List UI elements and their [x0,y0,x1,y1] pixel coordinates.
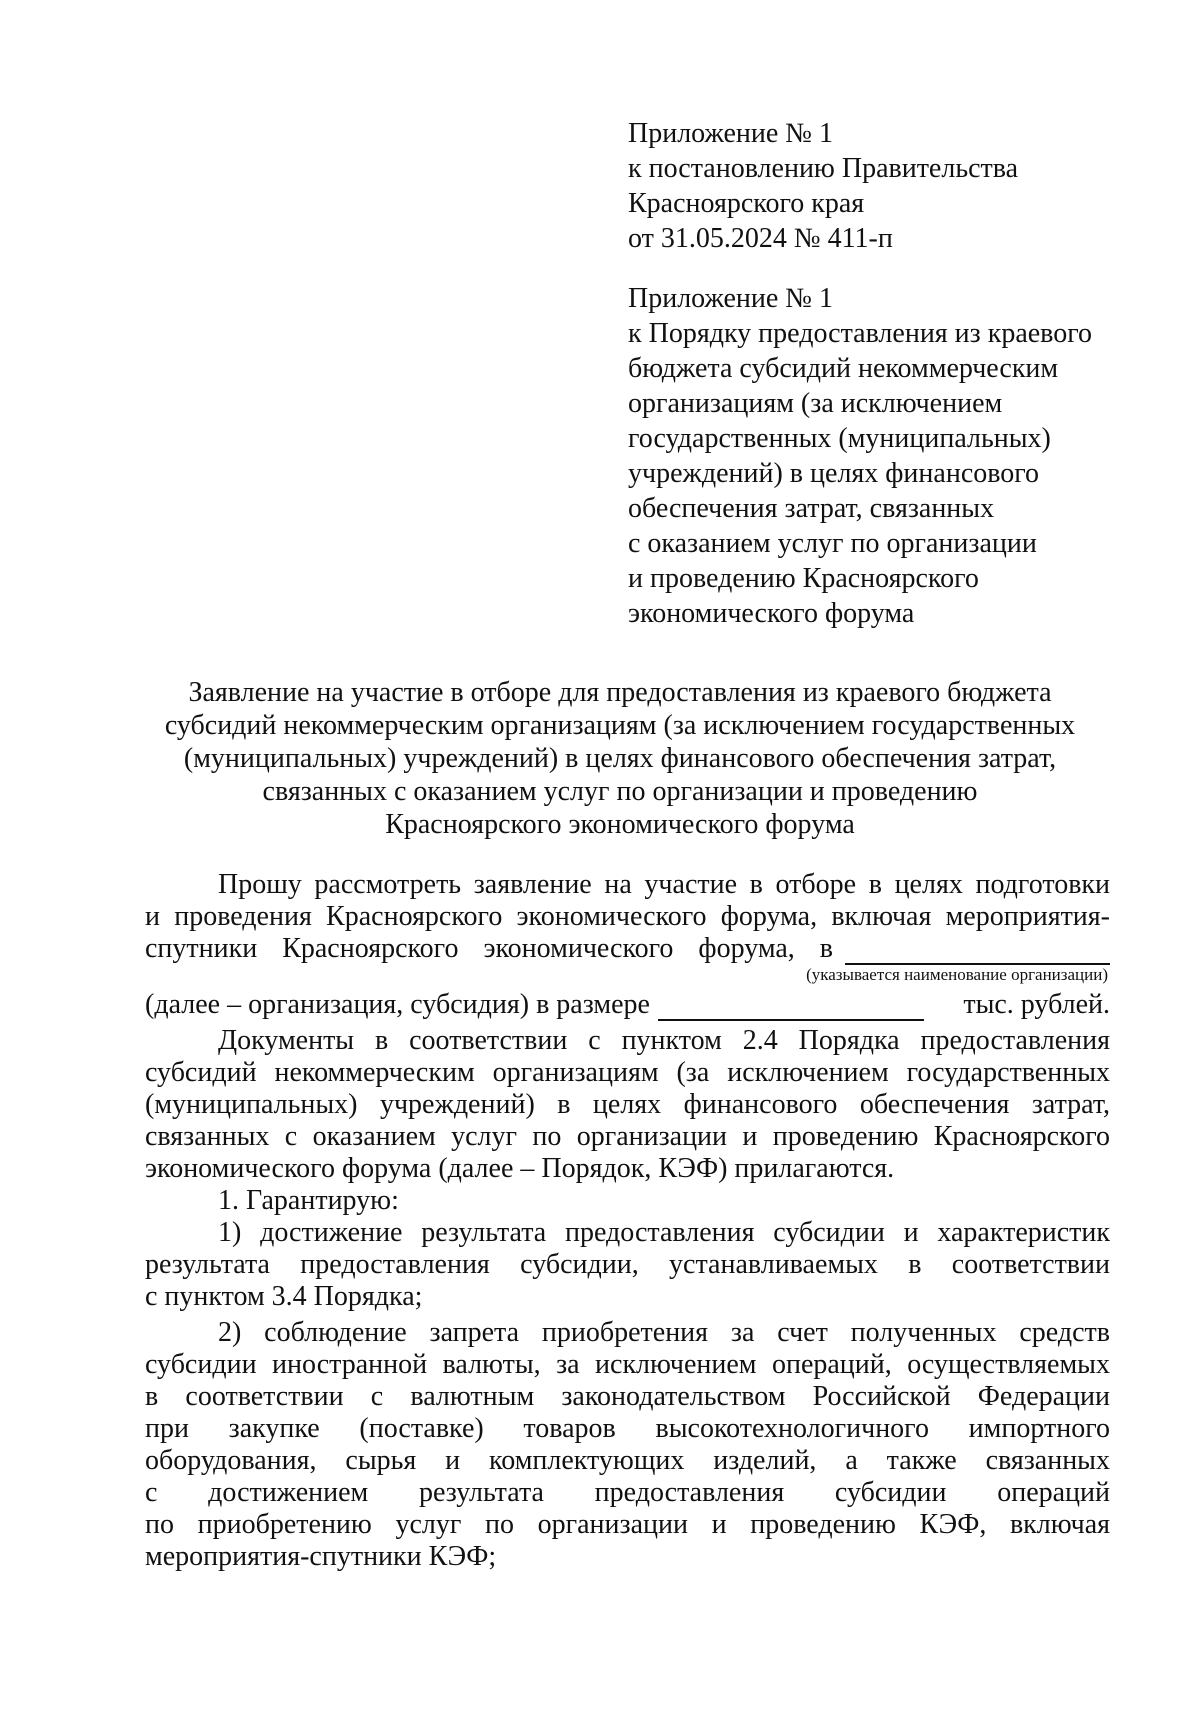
text-line: при закупке (поставке) товаров высокотехнологичного импортного [145,1413,1110,1444]
title-line: Красноярского экономического форума [385,809,855,840]
amount-unit: тыс. рублей. [963,989,1110,1020]
appendix-line: и проведению Красноярского [628,563,979,594]
appendix-line: бюджета субсидий некоммерческим [628,353,1059,384]
text-line: субсидии иностранной валюты, за исключением операций, осуществляемых [145,1349,1110,1380]
title-line: связанных с оказанием услуг по организации и проведению [262,776,978,807]
text-line: результата предоставления субсидии, устанавливаемых в соответствии [145,1249,1110,1280]
text-line: 1) достижение результата предоставления субсидии и характеристик [218,1217,1110,1248]
text-line: спутники Красноярского экономического форума, в [145,933,833,964]
guarantee-item-1 [145,1217,1110,1313]
text-line: мероприятия-спутники КЭФ; [145,1541,497,1572]
application-body [145,869,1110,1573]
text-line: субсидий некоммерческим организациям (за исключением государственных [145,1057,1110,1088]
appendix-line: к Порядку предоставления из краевого [628,318,1092,349]
appendix-line: к постановлению Правительства [628,153,1019,184]
text-line: с пунктом 3.4 Порядка; [145,1281,423,1312]
appendix-line: экономического форума [628,598,915,629]
appendix-line: обеспечения затрат, связанных [628,493,995,524]
text-line: и проведения Красноярского экономического форума, включая мероприятия- [145,901,1110,932]
appendix-resolution-header [628,116,1148,256]
text-line: 2) соблюдение запрета приобретения за счет полученных средств [218,1317,1110,1348]
guarantee-heading: 1. Гарантирую: [218,1185,399,1216]
title-line: Заявление на участие в отборе для предоставления из краевого бюджета [188,677,1052,708]
request-paragraph [145,869,1110,1021]
subsidy-amount-field[interactable] [658,997,924,1021]
text-line: Прошу рассмотреть заявление на участие в отборе в целях подготовки [218,869,1110,900]
organization-name-row [145,933,1110,965]
guarantee-item-2 [145,1317,1110,1573]
amount-label: (далее – организация, субсидия) в размере [145,989,650,1020]
documents-paragraph [145,1025,1110,1185]
appendix-line: с оказанием услуг по организации [628,528,1037,559]
appendix-line: организациям (за исключением [628,388,1003,419]
organization-name-field[interactable] [845,941,1110,965]
text-line: Документы в соответствии с пунктом 2.4 Порядка предоставления [218,1025,1110,1056]
text-line: связанных с оказанием услуг по организации и проведению Красноярского [145,1121,1110,1152]
appendix-line: Приложение № 1 [628,118,833,149]
text-line: (муниципальных) учреждений) в целях финансового обеспечения затрат, [145,1089,1110,1120]
organization-name-caption: (указывается наименование организации) [806,965,1108,984]
subsidy-amount-row [145,989,1110,1021]
appendix-line: Приложение № 1 [628,283,833,314]
appendix-line: Красноярского края [628,188,865,219]
text-line: в соответствии с валютным законодательством Российской Федерации [145,1381,1110,1412]
appendix-line: учреждений) в целях финансового [628,458,1040,489]
appendix-line: от 31.05.2024 № 411-п [628,223,893,254]
text-line: по приобретению услуг по организации и проведению КЭФ, включая [145,1509,1110,1540]
appendix-order-header [628,281,1148,631]
text-line: экономического форума (далее – Порядок, КЭФ) прилагаются. [145,1153,895,1184]
text-line: оборудования, сырья и комплектующих изделий, а также связанных [145,1445,1110,1476]
title-line: субсидий некоммерческим организациям (за исключением государственных [164,710,1076,741]
text-line: с достижением результата предоставления субсидии операций [145,1477,1110,1508]
document-title [140,676,1100,841]
title-line: (муниципальных) учреждений) в целях финансового обеспечения затрат, [183,743,1057,774]
appendix-line: государственных (муниципальных) [628,423,1051,454]
